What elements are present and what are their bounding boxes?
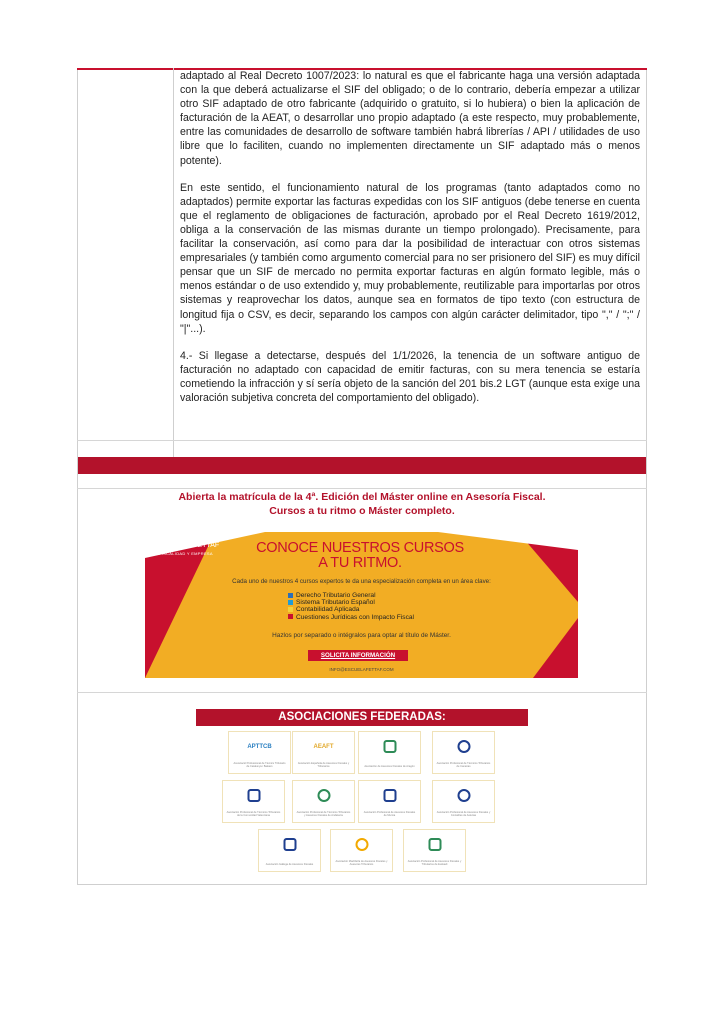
association-emblem-icon [457, 740, 470, 753]
association-caption: Asociación Profesional de Técnicos Tributarios de la Comunidad Valenciana [226, 810, 281, 817]
association-caption: Asociación de Asesores Fiscales de Aragón [364, 764, 415, 768]
association-emblem-icon [428, 838, 441, 851]
association-emblem-icon [283, 838, 296, 851]
promo-line-2: Cursos a tu ritmo o Máster completo. [269, 505, 455, 517]
banner-lead: Cada uno de nuestros 4 cursos expertos te da una especialización completa en un área clave: [232, 578, 491, 585]
association-logo[interactable] [403, 829, 466, 872]
course-square-icon [288, 607, 293, 612]
association-emblem-icon: APTTCB [247, 744, 272, 750]
association-logo[interactable] [330, 829, 393, 872]
course-item: Cuestiones Jurídicas con Impacto Fiscal [288, 614, 414, 621]
column-divider [173, 68, 174, 457]
association-emblem-icon [317, 789, 330, 802]
course-item: Sistema Tributario Español [288, 599, 414, 606]
association-caption: Associació Professional de Tècnics Tributaris de Catalunya i Balears [233, 761, 286, 768]
association-emblem-icon [247, 789, 260, 802]
association-logo[interactable] [228, 731, 291, 774]
association-logo[interactable] [258, 829, 321, 872]
promo-heading[interactable] [78, 490, 646, 518]
association-logo[interactable] [432, 780, 495, 823]
course-item: Contabilidad Aplicada [288, 606, 414, 613]
paragraph: En este sentido, el funcionamiento natural de los programas (tanto adaptados como no adaptados) permite exportar las facturas expedidas con los SIF antiguos (debe tenerse en cuenta que el reglamento de obligaciones de facturación, aprobado por el Real Decreto 1619/2012, obliga a la conservación de las mismas durante un tiempo prolongado). Precisamente, para facilitar la conservación, así como para dar la posibilidad de interactuar con otros sistemas empresariales (y también como argumento comercial para no ser prisionero del SIF) es muy difícil pensar que un SIF de mercado no permita exportar facturas en algún formato legible, más o menos estándar o de uso extendido y, muy probablemente, reutilizable para importarlas por otros sistemas y reaprovechar los datos, aunque sea en formatos de tipo texto (con estructura de longitud fija o CSV, es decir, separando los campos con algún carácter delimitador, tipo "," / ";" / "|"...). [180, 181, 640, 335]
association-logo[interactable] [292, 731, 355, 774]
association-caption: Asociación Española de Asesores Fiscales y Tributarios [297, 761, 350, 768]
association-logo[interactable] [222, 780, 285, 823]
paragraph: adaptado al Real Decreto 1007/2023: lo natural es que el fabricante haga una versión adaptada con la que deberá actualizarse el SIF del obligado; o de lo contrario, debería empezar a utilizar otro SIF adaptado de otro fabricante (adquirido o gratuito, si lo hubiera) o bien la aplicación de facturación de la AEAT, o desarrollar uno propio adaptado (a este respecto, muy probablemente, entre las comunidades de desarrollo de software también habrá librerías / API / utilidades de uso libre que lo faciliten, cuando no implementen directamente un SIF adaptado más o menos potente). [180, 70, 640, 167]
table-row-divider [77, 488, 647, 489]
association-logo[interactable] [358, 731, 421, 774]
association-caption: Asociación Profesional de Asesores Fiscales de Murcia [363, 810, 416, 817]
course-square-icon [288, 600, 293, 605]
promo-line-1: Abierta la matrícula de la 4ª. Edición del Máster online en Asesoría Fiscal. [178, 491, 546, 503]
association-caption: Asociación Profesional de Técnicos Tributarios de Canarias [436, 761, 491, 768]
association-caption: Asociación Profesional de Asesores Fiscales y Contables de Asturias [436, 810, 491, 817]
banner-headline: CONOCE NUESTROS CURSOS A TU RITMO. [256, 540, 464, 571]
association-emblem-icon [383, 740, 396, 753]
association-caption: Asociación Profesional de Asesores Fiscales y Tributarios de Euskadi [407, 859, 462, 866]
association-caption: Asociación Gallega de Asesores Fiscales [265, 862, 314, 866]
association-emblem-icon [457, 789, 470, 802]
table-row-divider [77, 440, 647, 441]
association-emblem-icon [383, 789, 396, 802]
association-emblem-icon [355, 838, 368, 851]
course-square-icon [288, 593, 293, 598]
red-separator-band [78, 457, 646, 474]
course-item: Derecho Tributario General [288, 592, 414, 599]
request-info-button[interactable]: SOLICITA INFORMACIÓN [308, 650, 408, 661]
brand-logo: ESCUELA FETTAF FISCALIDAD Y EMPRESA [151, 542, 219, 558]
contact-email[interactable]: INFO@ESCUELAFETTAF.COM [329, 667, 394, 672]
banner-note: Hazlos por separado o intégralos para optar al título de Máster. [272, 632, 451, 639]
association-emblem-icon: AEAFT [313, 744, 334, 750]
association-logo[interactable] [358, 780, 421, 823]
table-row-divider [77, 692, 647, 693]
paragraph: 4.- Si llegase a detectarse, después del 1/1/2026, la tenencia de un software antiguo de facturación no adaptado con capacidad de emitir facturas, con su mera tenencia se estaría cometiendo la infracción y sí sería objeto de la sanción del 201 bis.2 LGT (aunque esta exige una valoración subjetiva concreta del comportamiento del obligado). [180, 349, 640, 404]
association-caption: Asociación Profesional de Técnicos Tributarios y Asesores Fiscales de Andalucía [296, 810, 351, 817]
brand-dot-icon [151, 542, 157, 548]
association-logo[interactable] [432, 731, 495, 774]
association-logo[interactable] [292, 780, 355, 823]
association-caption: Asociación Madrileña de Asesores Fiscales y Asesores Tributarios [335, 859, 388, 866]
course-list [288, 592, 414, 621]
associations-title: ASOCIACIONES FEDERADAS: [196, 709, 528, 726]
article-body [180, 69, 640, 418]
courses-banner[interactable] [145, 532, 578, 678]
course-square-icon [288, 614, 293, 619]
